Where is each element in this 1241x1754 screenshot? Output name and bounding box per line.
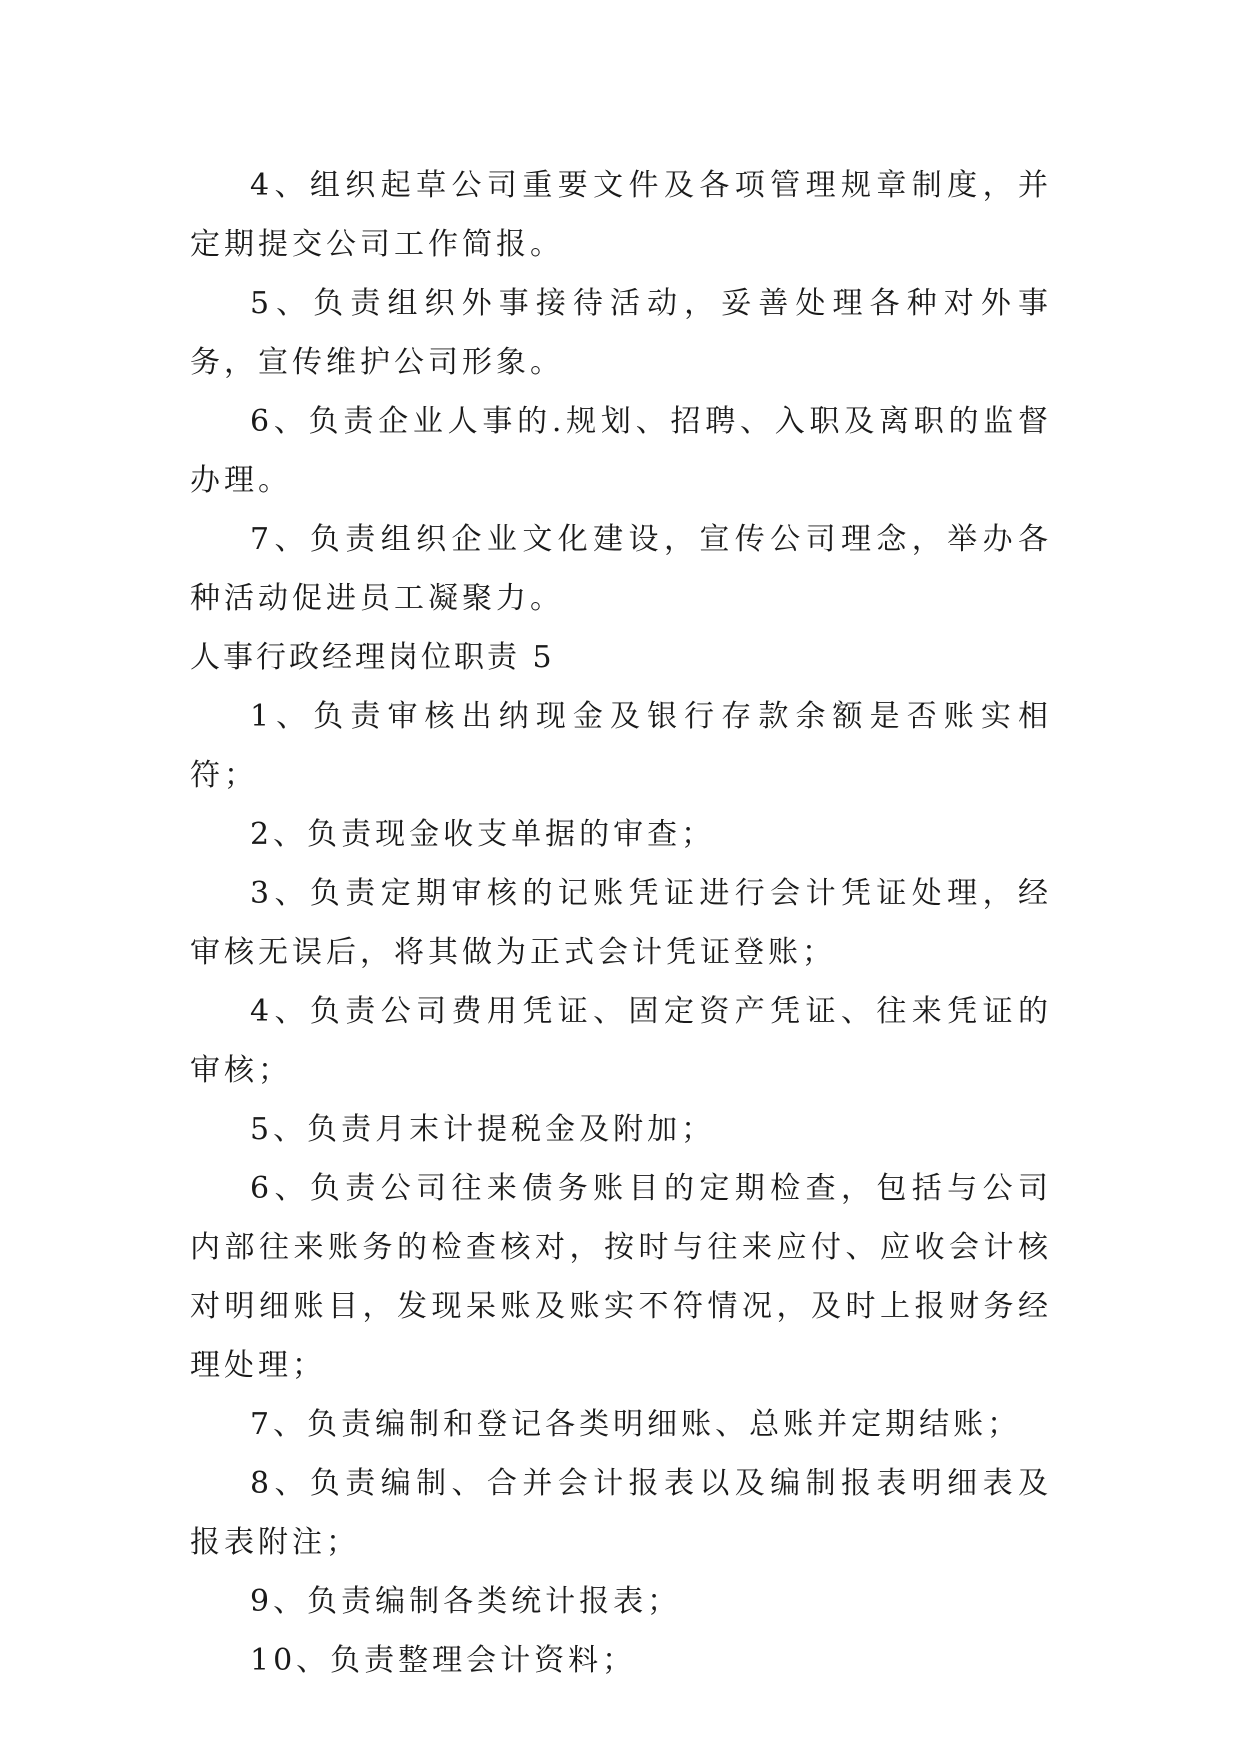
list-item: 2、负责现金收支单据的审查； [250,817,716,852]
paragraph: 4、组织起草公司重要文件及各项管理规章制度，并定期提交公司工作简报。 [190,168,1052,262]
document-body [190,156,1052,1690]
list-item: 3、负责定期审核的记账凭证进行会计凭证处理，经审核无误后，将其做为正式会计凭证登账； [190,876,1052,970]
paragraph: 5、负责组织外事接待活动，妥善处理各种对外事务，宣传维护公司形象。 [190,286,1052,380]
list-item: 6、负责公司往来债务账目的定期检查，包括与公司内部往来账务的检查核对，按时与往来应付、应收会计核对明细账目，发现呆账及账实不符情况，及时上报财务经理处理； [190,1171,1052,1383]
section-heading: 人事行政经理岗位职责 5 [190,640,555,675]
list-item: 5、负责月末计提税金及附加； [250,1112,716,1147]
list-item: 10、负责整理会计资料； [250,1643,637,1678]
paragraph: 7、负责组织企业文化建设，宣传公司理念，举办各种活动促进员工凝聚力。 [190,522,1052,616]
list-item: 4、负责公司费用凭证、固定资产凭证、往来凭证的审核； [190,994,1052,1088]
list-item: 8、负责编制、合并会计报表以及编制报表明细表及报表附注； [190,1466,1052,1560]
paragraph: 6、负责企业人事的.规划、招聘、入职及离职的监督办理。 [190,404,1052,498]
list-item: 9、负责编制各类统计报表； [250,1584,682,1619]
list-item: 1、负责审核出纳现金及银行存款余额是否账实相符； [190,699,1052,793]
list-item: 7、负责编制和登记各类明细账、总账并定期结账； [250,1407,1022,1442]
